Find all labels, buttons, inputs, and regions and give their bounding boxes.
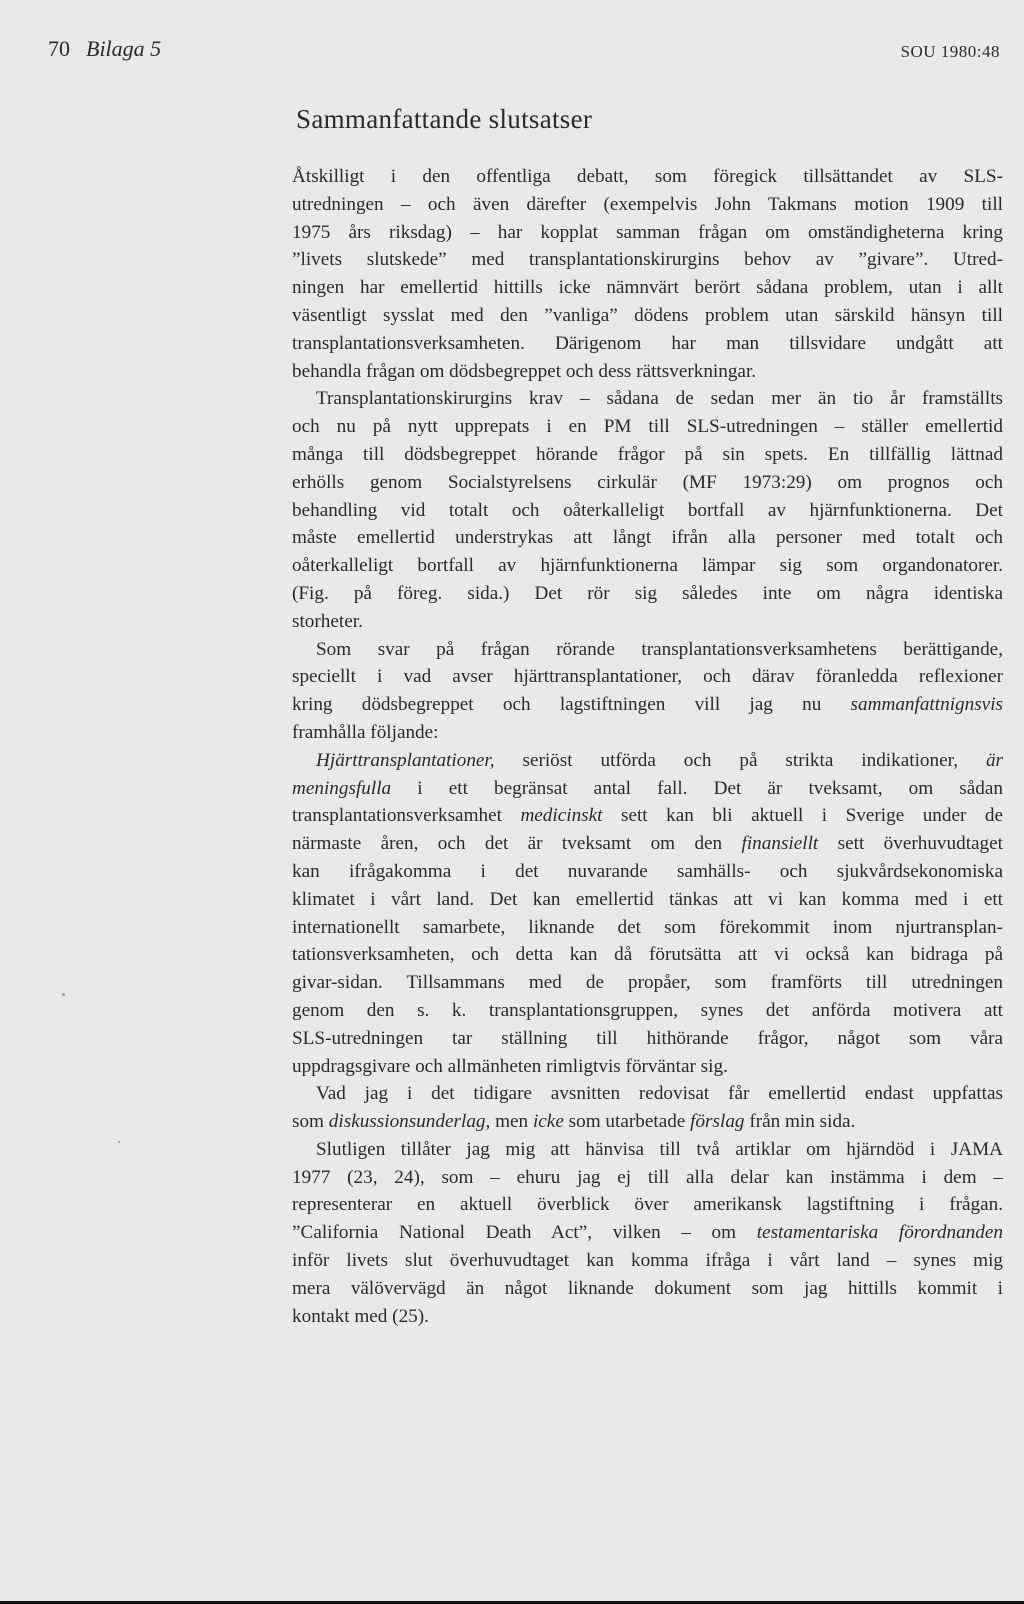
text-run-italic: testamentariska förordnanden: [756, 1222, 1003, 1244]
text-run: sett överhuvudtaget: [818, 833, 1003, 855]
text-line: ningen har emellertid hittills icke nämnvärt berört sådana problem, utan i allt: [292, 277, 1003, 299]
text-run-italic: icke: [532, 1111, 564, 1133]
text-line: SLS-utredningen tar ställning till hithörande frågor, något som våra: [292, 1027, 1003, 1049]
text-line: väsentligt sysslat med den ”vanliga” dödens problem utan särskild hänsyn till: [292, 304, 1003, 326]
text-run: seriöst utförda och på strikta indikationer,: [494, 749, 986, 771]
text-run: transplantationsverksamhet: [292, 805, 521, 827]
text-line: Som svar på frågan rörande transplantationsverksamhetens berättigande,: [316, 638, 1003, 660]
text-run-italic: medicinskt: [520, 805, 603, 827]
text-run-italic: är: [985, 749, 1003, 771]
text-line: kan ifrågakomma i det nuvarande samhälls- och sjukvårdsekonomiska: [292, 860, 1003, 882]
text-run: men: [490, 1111, 533, 1133]
text-line: 1977 (23, 24), som – ehuru jag ej till alla delar kan instämma i dem –: [292, 1166, 1003, 1188]
text-line: Transplantationskirurgins krav – sådana de sedan mer än tio år framställts: [316, 388, 1003, 410]
text-line: måste emellertid understrykas att långt ifrån alla personer med totalt och: [292, 527, 1003, 549]
text-line: oåterkalleligt bortfall av hjärnfunktionerna lämpar sig som organdonatorer.: [292, 555, 1003, 577]
section-title: Sammanfattande slutsatser: [296, 104, 593, 134]
text-line: 1975 års riksdag) – har kopplat samman frågan om omständigheterna kring: [292, 221, 1003, 243]
header-left: [48, 36, 161, 62]
text-line: givar-sidan. Tillsammans med de propåer, som framförts till utredningen: [292, 972, 1003, 994]
text-line: uppdragsgivare och allmänheten rimligtvis förväntar sig.: [292, 1055, 728, 1077]
text-line: transplantationsverksamheten. Därigenom har man tillsvidare undgått att: [292, 332, 1003, 354]
text-line: framhålla följande:: [292, 721, 439, 743]
text-line: behandling vid totalt och oåterkalleligt bortfall av hjärnfunktionerna. Det: [292, 499, 1003, 521]
text-line: Vad jag i det tidigare avsnitten redovisat får emellertid endast uppfattas: [316, 1083, 1003, 1105]
text-run-italic: diskussionsunderlag,: [328, 1111, 491, 1133]
text-run-italic: meningsfulla: [292, 777, 392, 799]
margin-speck: [118, 1141, 120, 1143]
text-run: i ett begränsat antal fall. Det är tveksamt, om sådan: [391, 777, 1003, 799]
text-run-italic: Hjärttransplantationer,: [316, 749, 495, 771]
text-line: tationsverksamheten, och detta kan då förutsätta att vi också kan bidraga på: [292, 944, 1003, 966]
text-run: som: [292, 1111, 329, 1133]
text-run: sett kan bli aktuell i Sverige under de: [602, 805, 1003, 827]
series-label: SOU 1980:48: [900, 42, 1000, 61]
text-line: inför livets slut överhuvudtaget kan komma ifråga i vårt land – synes mig: [292, 1250, 1003, 1272]
text-run-italic: finansiellt: [741, 833, 819, 855]
page-header: [48, 36, 1000, 66]
appendix-label: Bilaga 5: [86, 36, 162, 61]
text-line: [292, 691, 1003, 719]
text-line: [292, 747, 1003, 775]
text-line: många till dödsbegreppet hörande frågor på sin spets. En tillfällig lättnad: [292, 443, 1003, 465]
text-line: [292, 775, 1003, 803]
text-line: storheter.: [292, 610, 363, 632]
text-run: från min sida.: [744, 1111, 856, 1133]
text-run: som utarbetade: [563, 1111, 691, 1133]
text-line: representerar en aktuell överblick över amerikansk lagstiftning i frågan.: [292, 1194, 1003, 1216]
text-line: (Fig. på föreg. sida.) Det rör sig således inte om några identiska: [292, 582, 1003, 604]
text-line: klimatet i vårt land. Det kan emellertid tänkas att vi kan komma med i ett: [292, 888, 1003, 910]
margin-speck: [62, 993, 65, 996]
text-run: kring dödsbegreppet och lagstiftningen vill jag nu: [292, 694, 851, 716]
text-run: ”California National Death Act”, vilken – om: [292, 1222, 757, 1244]
text-line: [292, 802, 1003, 830]
text-line: [292, 1219, 1003, 1247]
text-line: och nu på nytt upprepats i en PM till SLS-utredningen – ställer emellertid: [292, 416, 1003, 438]
text-run: närmaste åren, och det är tveksamt om den: [292, 833, 742, 855]
text-line: [292, 830, 1003, 858]
text-line: speciellt i vad avser hjärttransplantationer, och därav föranledda reflexioner: [292, 666, 1003, 688]
text-line: mera välövervägd än något liknande dokument som jag hittills kommit i: [292, 1277, 1003, 1299]
text-line: Åtskilligt i den offentliga debatt, som föregick tillsättandet av SLS-: [292, 166, 1003, 187]
text-line: erhölls genom Socialstyrelsens cirkulär (MF 1973:29) om prognos och: [292, 471, 1003, 493]
body-text: [292, 163, 1003, 1330]
text-line: Slutligen tillåter jag mig att hänvisa till två artiklar om hjärndöd i JAMA: [316, 1138, 1003, 1160]
text-line: internationellt samarbete, liknande det som förekommit inom njurtransplan-: [292, 916, 1003, 938]
page-number: 70: [48, 36, 70, 61]
text-line: [292, 1108, 1003, 1136]
text-line: behandla frågan om dödsbegreppet och dess rättsverkningar.: [292, 360, 757, 382]
text-line: genom den s. k. transplantationsgruppen, synes det anförda motivera att: [292, 999, 1003, 1021]
text-run-italic: sammanfattnignsvis: [850, 694, 1003, 716]
text-run-italic: förslag: [690, 1111, 745, 1133]
text-line: utredningen – och även därefter (exempelvis John Takmans motion 1909 till: [292, 193, 1003, 215]
text-line: kontakt med (25).: [292, 1305, 429, 1327]
text-line: ”livets slutskede” med transplantationskirurgins behov av ”givare”. Utred-: [292, 249, 1003, 271]
